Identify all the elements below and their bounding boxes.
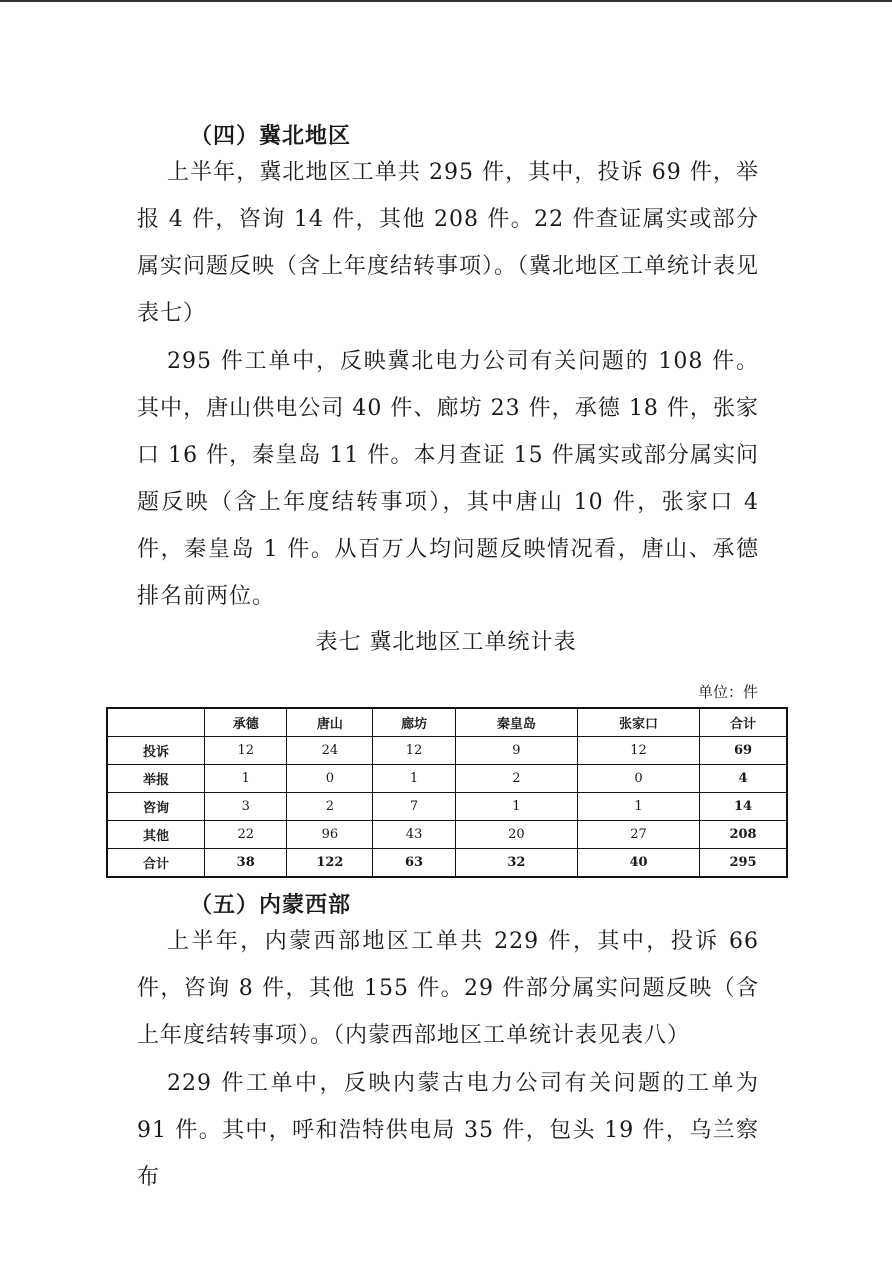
paragraph-neimeng-summary: 上半年，内蒙西部地区工单共 229 件，其中，投诉 66 件，咨询 8 件，其他 155 件。29 件部分属实问题反映（含上年度结转事项）。（内蒙西部地区工单统计表见表八） [137, 929, 759, 1048]
table-cell: 20 [455, 821, 577, 849]
table-cell: 24 [287, 737, 373, 765]
table-cell: 32 [455, 849, 577, 878]
table-cell: 122 [287, 849, 373, 878]
table-cell: 96 [287, 821, 373, 849]
table-header-row [107, 708, 787, 737]
table-cell: 22 [205, 821, 287, 849]
table-row [107, 821, 787, 849]
table-cell-total: 69 [700, 737, 787, 765]
table-cell-total: 208 [700, 821, 787, 849]
table-row-total [107, 849, 787, 878]
table-cell: 12 [205, 737, 287, 765]
table-cell: 0 [577, 765, 699, 793]
table-cell: 27 [577, 821, 699, 849]
table-cell: 38 [205, 849, 287, 878]
row-label: 咨询 [107, 793, 205, 821]
table-cell: 12 [373, 737, 455, 765]
table-cell: 43 [373, 821, 455, 849]
table-row [107, 793, 787, 821]
table-cell-total: 14 [700, 793, 787, 821]
table-cell: 1 [373, 765, 455, 793]
table-cell-total: 4 [700, 765, 787, 793]
header-cell: 秦皇岛 [455, 708, 577, 737]
table-cell: 40 [577, 849, 699, 878]
table-cell: 63 [373, 849, 455, 878]
table-cell: 9 [455, 737, 577, 765]
header-cell [107, 708, 205, 737]
table-cell: 2 [455, 765, 577, 793]
table-cell: 7 [373, 793, 455, 821]
header-cell: 唐山 [287, 708, 373, 737]
section-heading-jibei: （四）冀北地区 [190, 124, 352, 149]
row-label: 合计 [107, 849, 205, 878]
table-caption: 表七 冀北地区工单统计表 [315, 630, 577, 655]
paragraph-jibei-detail: 295 件工单中，反映冀北电力公司有关问题的 108 件。其中，唐山供电公司 40 件、廊坊 23 件，承德 18 件，张家口 16 件，秦皇岛 11 件。本月查证 15 件属实或部分属实问题反映（含上年度结转事项），其中唐山 10 件，张家口 4 件，秦皇岛 1 件。从百万人均问题反映情况看，唐山、承德排名前两位。 [137, 349, 759, 609]
table-cell: 3 [205, 793, 287, 821]
table-cell: 0 [287, 765, 373, 793]
jibei-stats-table [106, 707, 788, 878]
header-cell: 张家口 [577, 708, 699, 737]
header-cell: 承德 [205, 708, 287, 737]
table-unit-label: 单位：件 [697, 683, 758, 701]
row-label: 其他 [107, 821, 205, 849]
top-border-line [0, 0, 892, 2]
table-cell: 1 [205, 765, 287, 793]
table-row [107, 737, 787, 765]
paragraph-neimeng-detail: 229 件工单中，反映内蒙古电力公司有关问题的工单为 91 件。其中，呼和浩特供电局 35 件，包头 19 件，乌兰察布 [137, 1071, 759, 1190]
row-label: 举报 [107, 765, 205, 793]
table-cell-total: 295 [700, 849, 787, 878]
paragraph-jibei-summary: 上半年，冀北地区工单共 295 件，其中，投诉 69 件，举报 4 件，咨询 14 件，其他 208 件。22 件查证属实或部分属实问题反映（含上年度结转事项）。（冀北地区工单统计表见表七） [137, 160, 760, 326]
table-cell: 1 [455, 793, 577, 821]
table-cell: 12 [577, 737, 699, 765]
header-cell: 合计 [700, 708, 787, 737]
header-cell: 廊坊 [373, 708, 455, 737]
section-heading-neimeng: （五）内蒙西部 [190, 893, 352, 918]
table-cell: 2 [287, 793, 373, 821]
table-row [107, 765, 787, 793]
table-cell: 1 [577, 793, 699, 821]
row-label: 投诉 [107, 737, 205, 765]
